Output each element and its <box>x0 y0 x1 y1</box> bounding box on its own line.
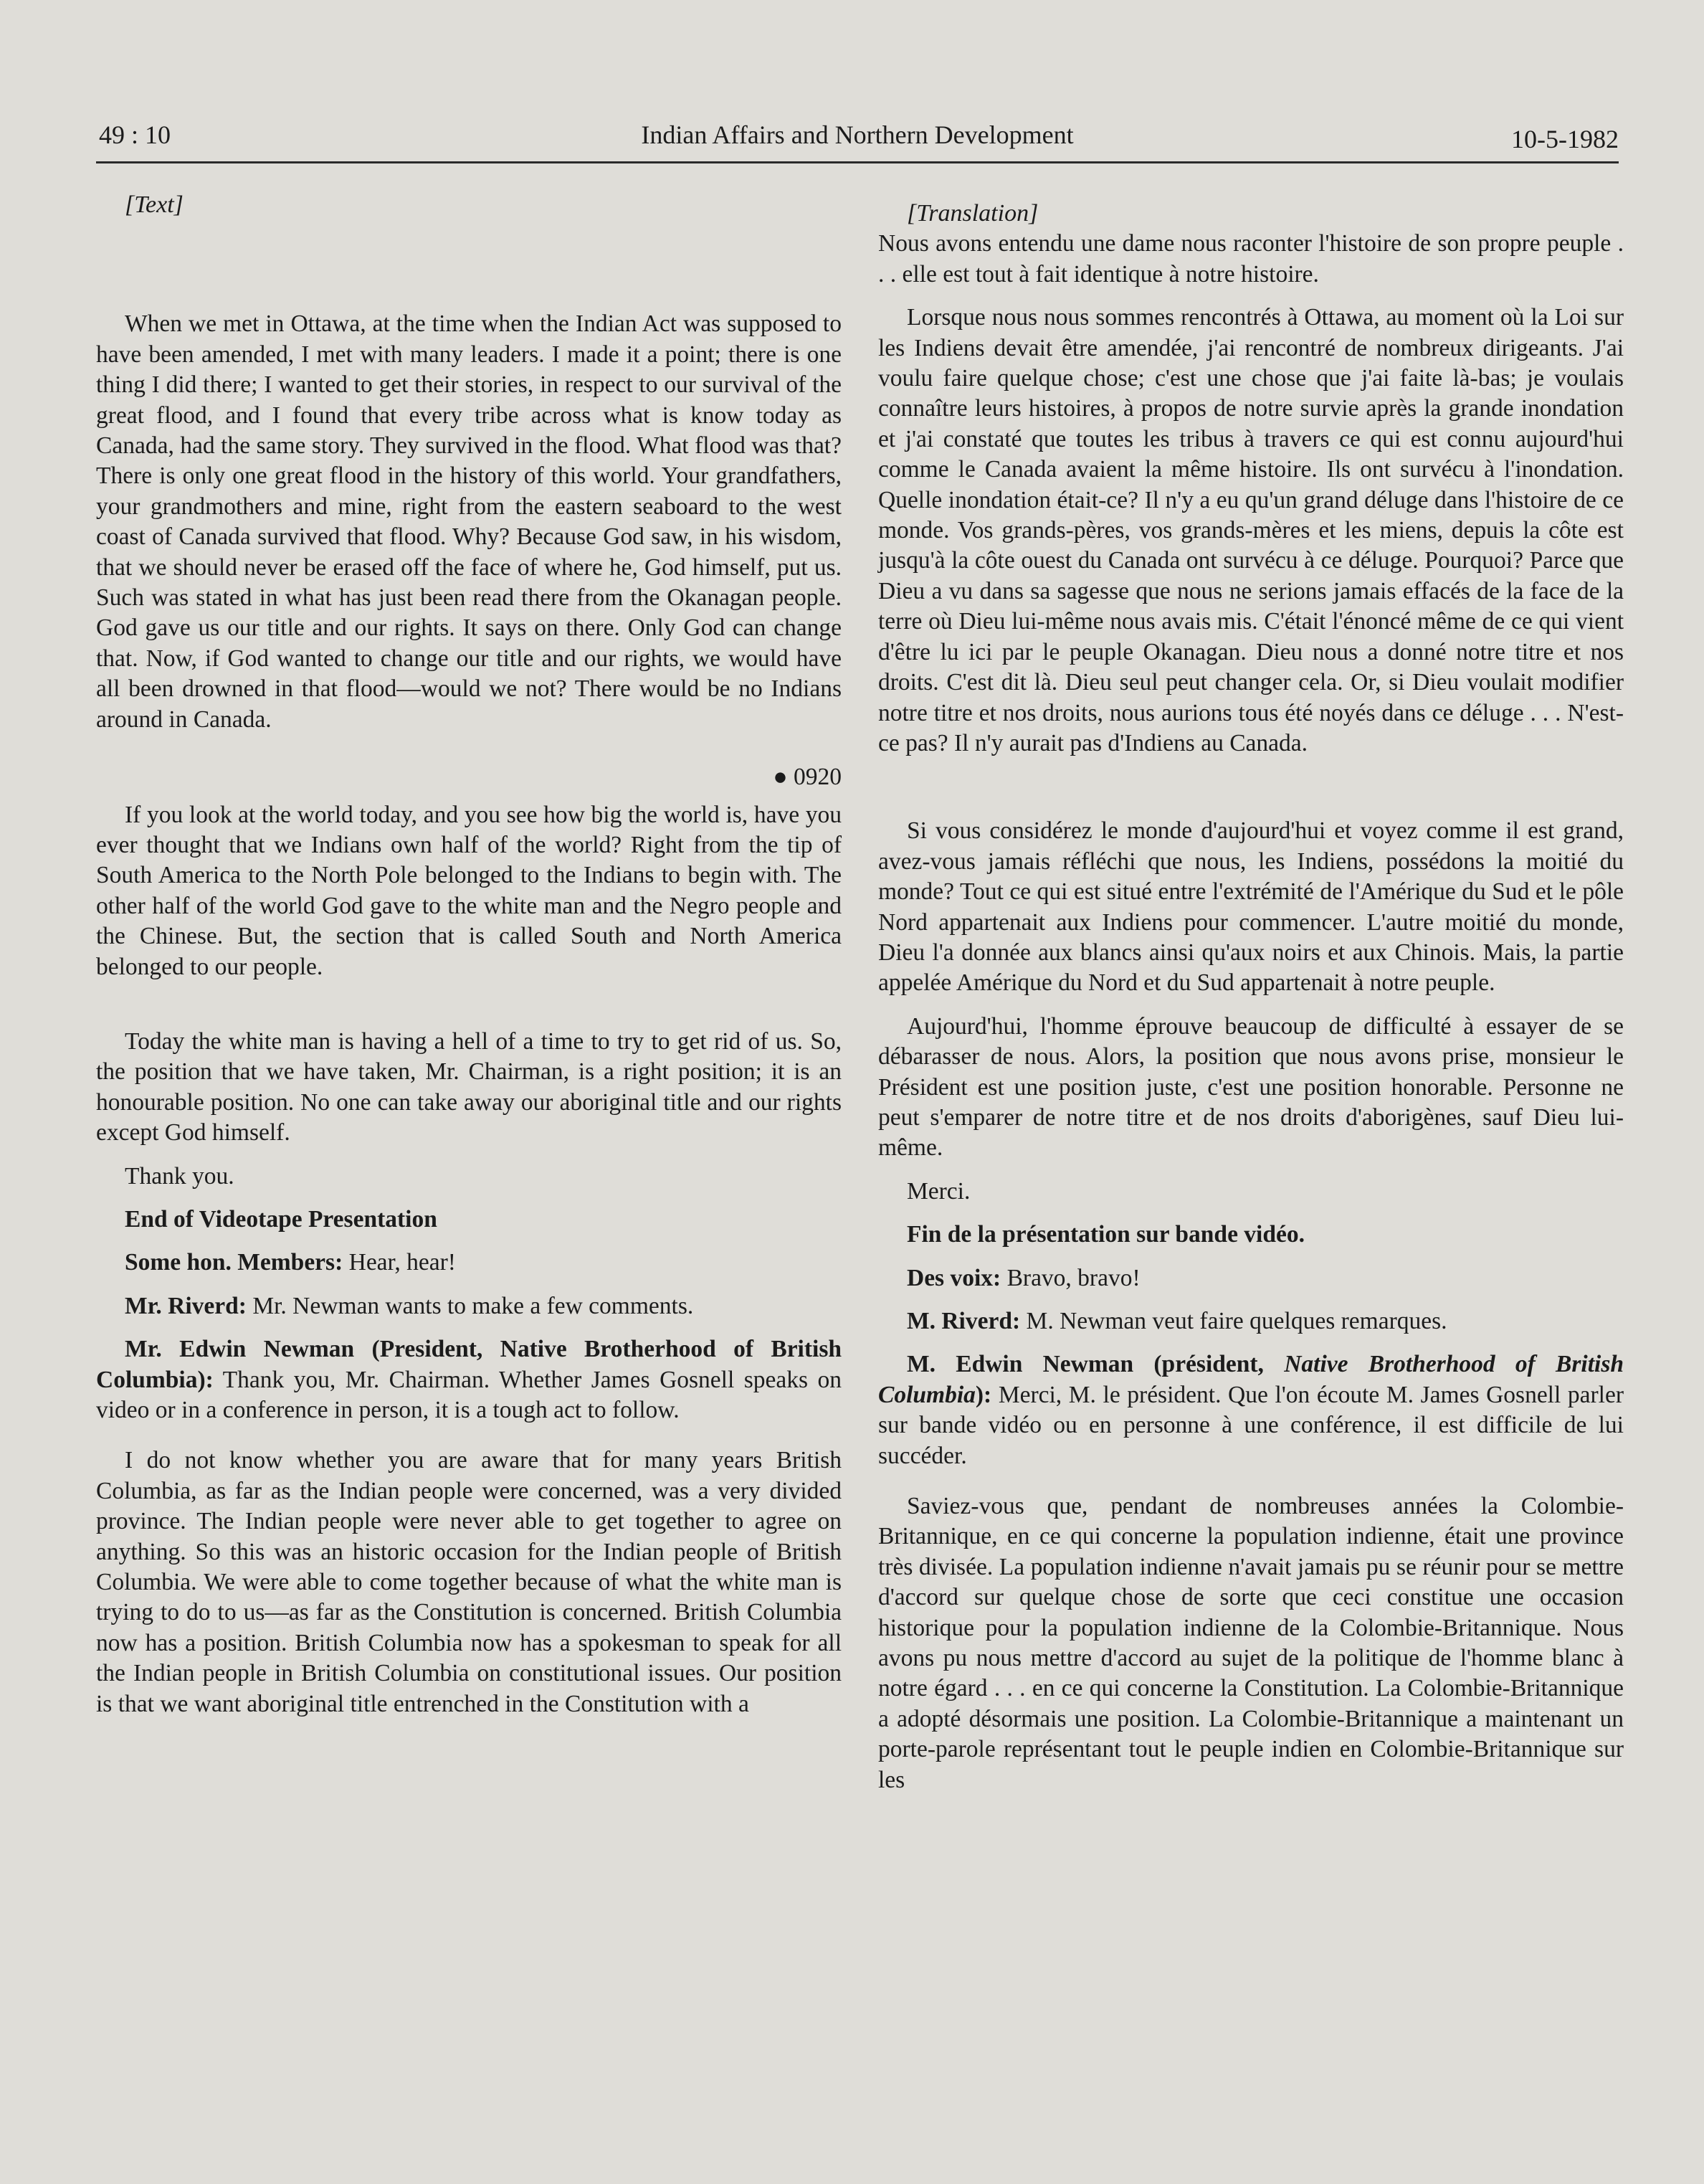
en-paragraph-4: I do not know whether you are aware that for many years British Columbia, as far as the Indian people were concerned, was a very divided province. The Indian people were never able to get together to agree on anything. So this was an historic occasion for the Indian people of British Columbia. We were able to come together because of what the white man is trying to do to us—as far as the Constitution is concerned. British Columbia now has a position. British Columbia now has a spokesman to speak for all the Indian people in British Columbia on constitutional issues. Our position is that we want aboriginal title entrenched in the Constitution with a <box>96 1447 842 1717</box>
english-column <box>96 190 842 1719</box>
french-column <box>878 190 1624 1795</box>
fr-paragraph-2: Si vous considérez le monde d'aujourd'hui et voyez comme il est grand, avez-vous jamais réfléchi que nous, les Indiens, possédons la moitié du monde? Tout ce qui est situé entre l'extrémité de l'Amérique du Sud et le pôle Nord appartenait aux Indiens pour commencer. L'autre moitié du monde, Dieu l'a donnée aux blancs ainsi qu'aux noirs et aux Chinois. Mais, la partie appelée Amérique du Nord et du Sud appartenait à notre peuple. <box>878 817 1624 997</box>
fr-paragraph-3: Aujourd'hui, l'homme éprouve beaucoup de difficulté à essayer de se débarasser de nous. Alors, la position que nous avons prise, monsieur le Président est une position juste, c'est une position honorable. Personne ne peut s'emparer de notre titre et de nos droits d'aborigènes, sauf Dieu lui-même. <box>878 1012 1624 1162</box>
fr-paragraph-0: Nous avons entendu une dame nous raconter l'histoire de son propre peuple . . . elle est tout à fait identique à notre histoire. <box>878 230 1624 288</box>
page-header <box>96 117 1619 163</box>
publication-title: Indian Affairs and Northern Development <box>641 120 1074 149</box>
organization-name: Native Brotherhood of British Columbia <box>878 1351 1624 1408</box>
fr-thanks: Merci. <box>907 1177 971 1205</box>
speaker-name: Some hon. Members: <box>125 1249 343 1276</box>
en-members-line: Some hon. Members: Hear, hear! <box>125 1249 456 1276</box>
en-end-video: End of Videotape Presentation <box>125 1205 437 1233</box>
speaker-name: M. Edwin Newman (président, <box>907 1351 1264 1378</box>
en-riverd-line: Mr. Riverd: Mr. Newman wants to make a few comments. <box>125 1292 694 1319</box>
time-marker: ● 0920 <box>773 764 842 791</box>
en-paragraph-3: Today the white man is having a hell of a time to try to get rid of us. So, the position that we have taken, Mr. Chairman, is a right position; it is an honourable position. No one can take away our aboriginal title and our rights except God himself. <box>96 1027 842 1146</box>
fr-newman-line: M. Edwin Newman (président, Native Brotherhood of British Columbia): Merci, M. le président. Que l'on écoute M. James Gosnell parler sur bande vidéo ou en personne à une conférence, il est difficile de lui succéder. <box>878 1351 1624 1469</box>
fr-end-video: Fin de la présentation sur bande vidéo. <box>907 1221 1305 1248</box>
fr-paragraph-4: Saviez-vous que, pendant de nombreuses années la Colombie-Britannique, en ce qui concerne la population indienne, était une province très divisée. La population indienne n'avait jamais pu se réunir pour se mettre d'accord sur quelque chose de sorte que ceci constitue une occasion historique pour la population indienne de la Colombie-Britannique. Nous avons pu nous mettre d'accord au sujet de la politique de l'homme blanc à notre égard . . . en ce qui concerne la Constitution. La Colombie-Britannique a adopté désormais une position. La Colombie-Britannique a maintenant un porte-parole représentant tout le peuple indien en Colombie-Britannique sur les <box>878 1493 1624 1793</box>
en-paragraph-2: If you look at the world today, and you see how big the world is, have you ever thought that we Indians own half of the world? Right from the tip of South America to the North Pole belonged to the Indians to begin with. The other half of the world God gave to the white man and the Negro people and the Chinese. But, the section that is called South and North America belonged to our people. <box>96 801 842 980</box>
fr-members-line: Des voix: Bravo, bravo! <box>907 1264 1141 1291</box>
translation-label: [Translation] <box>907 200 1039 227</box>
en-newman-line: Mr. Edwin Newman (President, Native Brotherhood of British Columbia): Thank you, Mr. Chairman. Whether James Gosnell speaks on video or in a conference in person, it is a tough act to follow. <box>96 1336 842 1423</box>
fr-paragraph-1: Lorsque nous nous sommes rencontrés à Ottawa, au moment où la Loi sur les Indiens devait être amendée, j'ai rencontré de nombreux dirigeants. J'ai voulu faire quelque chose; c'est une chose que j'ai faite là-bas; je voulais connaître leurs histoires, à propos de notre survie après la grande inondation et j'ai constaté que toutes les tribus à travers ce qui est connu aujourd'hui comme le Canada avaient la même histoire. Ils ont survécu à l'inondation. Quelle inondation était-ce? Il n'y a eu qu'un grand déluge dans l'histoire de ce monde. Vos grands-pères, vos grands-mères et les miens, depuis la côte est jusqu'à la côte ouest du Canada ont survécu à ce déluge. Pourquoi? Parce que Dieu a vu dans sa sagesse que nous ne serions jamais effacés de la face de la terre où Dieu lui-même nous avais mis. C'était l'énoncé même de ce qui vient d'être lu ici par le peuple Okanagan. Dieu nous a donné notre titre et nos droits. C'est dit là. Dieu seul peut changer cela. Or, si Dieu voulait modifier notre titre et nos droits, nous aurions tous été noyés dans ce déluge . . . N'est-ce pas? Il n'y aurait pas d'Indiens au Canada. <box>878 304 1624 756</box>
fr-riverd-line: M. Riverd: M. Newman veut faire quelques remarques. <box>907 1308 1447 1334</box>
en-thanks: Thank you. <box>125 1162 234 1190</box>
text-label: [Text] <box>125 191 184 218</box>
page-date: 10-5-1982 <box>1511 125 1619 153</box>
speaker-name: M. Riverd: <box>907 1308 1021 1334</box>
speaker-name: Mr. Riverd: <box>125 1292 247 1319</box>
en-paragraph-1: When we met in Ottawa, at the time when the Indian Act was supposed to have been amended, I met with many leaders. I made it a point; there is one thing I did there; I wanted to get their stories, in respect to our survival of the great flood, and I found that every tribe across what is know today as Canada, had the same story. They survived in the flood. What flood was that? There is only one great flood in the history of this world. Your grandfathers, your grandmothers and mine, right from the eastern seaboard to the west coast of Canada survived that flood. Why? Because God saw, in his wisdom, that we should never be erased off the face of where he, God himself, put us. Such was stated in what has just been read there from the Okanagan people. God gave us our title and our rights. It says on there. Only God can change that. Now, if God wanted to change our title and our rights, we would have all been drowned in that flood—would we not? There would be no Indians around in Canada. <box>96 310 842 733</box>
speaker-name: Mr. Edwin Newman (President, Native Brotherhood of British Columbia): <box>96 1336 842 1393</box>
speaker-name: Des voix: <box>907 1264 1001 1291</box>
page-number: 49 : 10 <box>99 120 171 149</box>
